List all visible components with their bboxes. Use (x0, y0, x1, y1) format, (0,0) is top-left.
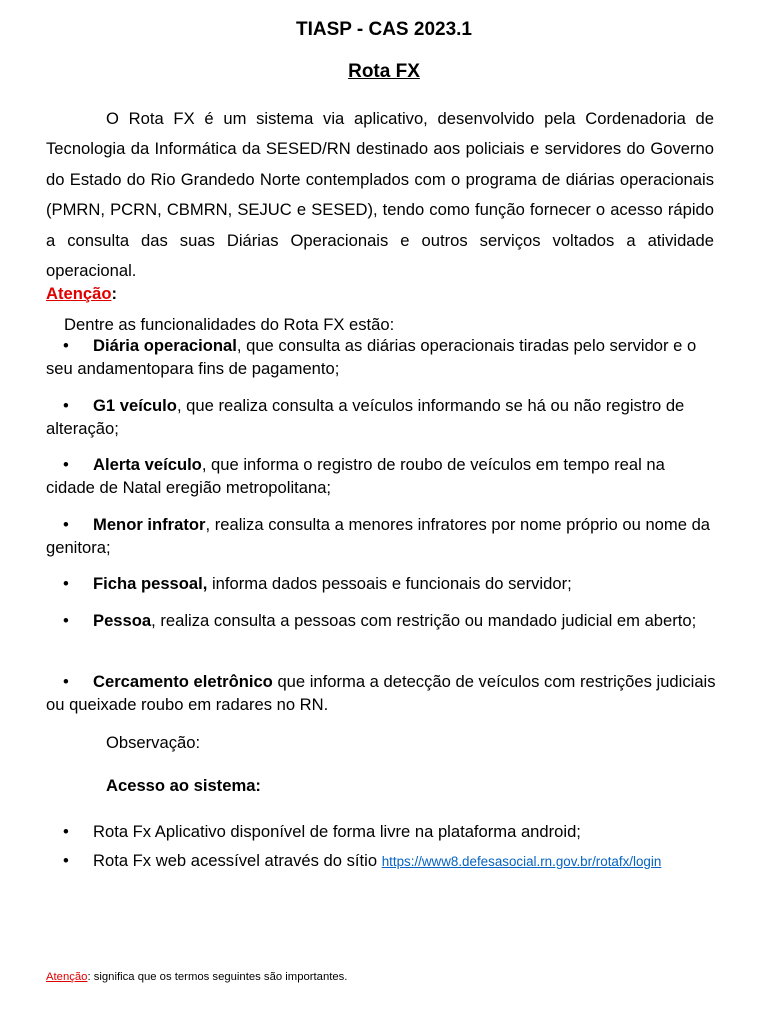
access-item (46, 820, 746, 844)
footnote-label: Atenção (46, 971, 88, 983)
feature-item (46, 454, 718, 499)
bullet-icon: • (63, 455, 69, 474)
bullet-icon: • (63, 611, 69, 630)
feature-description: , realiza consulta a pessoas com restrição ou mandado judicial em aberto; (151, 611, 697, 630)
feature-item (46, 514, 718, 559)
bullet-icon: • (63, 822, 69, 841)
feature-description: , que consulta as diárias operacionais tiradas pelo servidor e o seu andamentopara fins de pagamento; (46, 336, 697, 378)
access-heading: Acesso ao sistema: (106, 776, 261, 795)
intro-paragraph: O Rota FX é um sistema via aplicativo, desenvolvido pela Cordenadoria de Tecnologia da Informática da SESED/RN destinado aos policiais e servidores do Governo do Estado do Rio Grandedo Norte contemplados com o programa de diárias operacionais (PMRN, PCRN, CBMRN, SEJUC e SESED), tendo como função fornecer o acesso rápido a consulta das suas Diárias Operacionais e outros serviços voltados a atividade operacional. (46, 109, 714, 281)
access-item-text: Rota Fx web acessível através do sítio (93, 851, 382, 870)
attention-colon: : (111, 284, 117, 303)
feature-name: Alerta veículo (93, 455, 202, 474)
bullet-icon: • (63, 336, 69, 355)
feature-name: Menor infrator (93, 515, 206, 534)
rotafx-login-link[interactable]: https://www8.defesasocial.rn.gov.br/rotafx/login (381, 854, 662, 869)
attention-heading (46, 282, 117, 306)
attention-label: Atenção (46, 284, 112, 303)
feature-name: Ficha pessoal, (93, 574, 208, 593)
document-title: TIASP - CAS 2023.1 (295, 19, 472, 40)
feature-description: informa dados pessoais e funcionais do servidor; (207, 574, 572, 593)
access-item-text: Rota Fx Aplicativo disponível de forma livre na plataforma android; (93, 822, 581, 841)
footnote-text: : significa que os termos seguintes são importantes. (87, 971, 348, 983)
feature-item (46, 335, 718, 380)
feature-name: Diária operacional (93, 336, 237, 355)
feature-item (46, 671, 718, 716)
document-subtitle: Rota FX (348, 61, 420, 82)
access-item (46, 849, 746, 874)
observation-label: Observação: (106, 733, 201, 752)
bullet-icon: • (63, 574, 69, 593)
feature-description: que informa a detecção de veículos com restrições judiciais ou queixade roubo em radares no RN. (46, 672, 716, 714)
footnote (46, 969, 347, 985)
feature-description: , que informa o registro de roubo de veículos em tempo real na cidade de Natal eregião metropolitana; (46, 455, 665, 497)
feature-description: , realiza consulta a menores infratores por nome próprio ou nome da genitora; (46, 515, 711, 557)
bullet-icon: • (63, 515, 69, 534)
features-lead: Dentre as funcionalidades do Rota FX estão: (64, 315, 395, 334)
feature-item (46, 610, 718, 633)
bullet-icon: • (63, 851, 69, 870)
feature-item (46, 573, 718, 596)
feature-description: , que realiza consulta a veículos informando se há ou não registro de alteração; (46, 396, 685, 438)
feature-name: G1 veículo (93, 396, 177, 415)
feature-item (46, 395, 718, 440)
bullet-icon: • (63, 672, 69, 691)
feature-name: Cercamento eletrônico (93, 672, 273, 691)
bullet-icon: • (63, 396, 69, 415)
feature-name: Pessoa (93, 611, 152, 630)
